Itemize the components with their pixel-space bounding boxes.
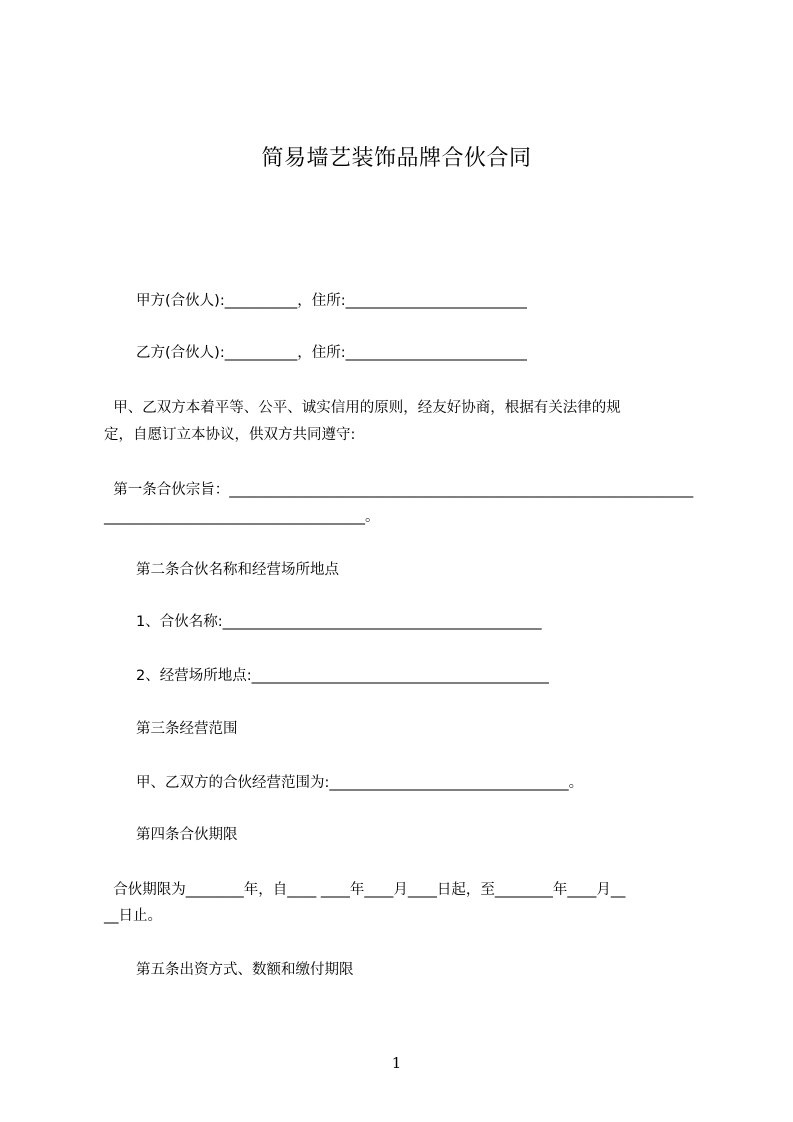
article-2-heading: 第二条合伙名称和经营场所地点 — [136, 562, 339, 578]
article-4-line-1: 合伙期限为________年，自____ ____年____月____日起，至________年____月__ — [104, 882, 626, 898]
article-4-heading: 第四条合伙期限 — [136, 827, 238, 843]
party-a-line: 甲方(合伙人):__________，住所:_________________________ — [136, 293, 527, 309]
article-1-line-1: 第一条合伙宗旨：________________________________________________________________ — [104, 482, 694, 498]
article-2-item-2: 2、经营场所地点:_________________________________________ — [136, 668, 549, 684]
article-2-item-1: 1、合伙名称:____________________________________________ — [136, 614, 542, 630]
article-3-body: 甲、乙双方的合伙经营范围为:_________________________________。 — [136, 775, 584, 791]
article-5-heading: 第五条出资方式、数额和缴付期限 — [136, 962, 354, 978]
preamble-line-2: 定，自愿订立本协议，供双方共同遵守: — [104, 427, 356, 443]
article-1-line-2: ____________________________________。 — [104, 509, 380, 525]
preamble-line-1: 甲、乙双方本着平等、公平、诚实信用的原则，经友好协商，根据有关法律的规 — [104, 400, 621, 416]
party-b-line: 乙方(合伙人):__________，住所:_________________________ — [136, 345, 527, 361]
article-3-heading: 第三条经营范围 — [136, 721, 238, 737]
page-number: 1 — [391, 1054, 402, 1072]
document-title: 简易墙艺装饰品牌合伙合同 — [261, 146, 532, 171]
article-4-line-2: __日止。 — [104, 908, 162, 924]
